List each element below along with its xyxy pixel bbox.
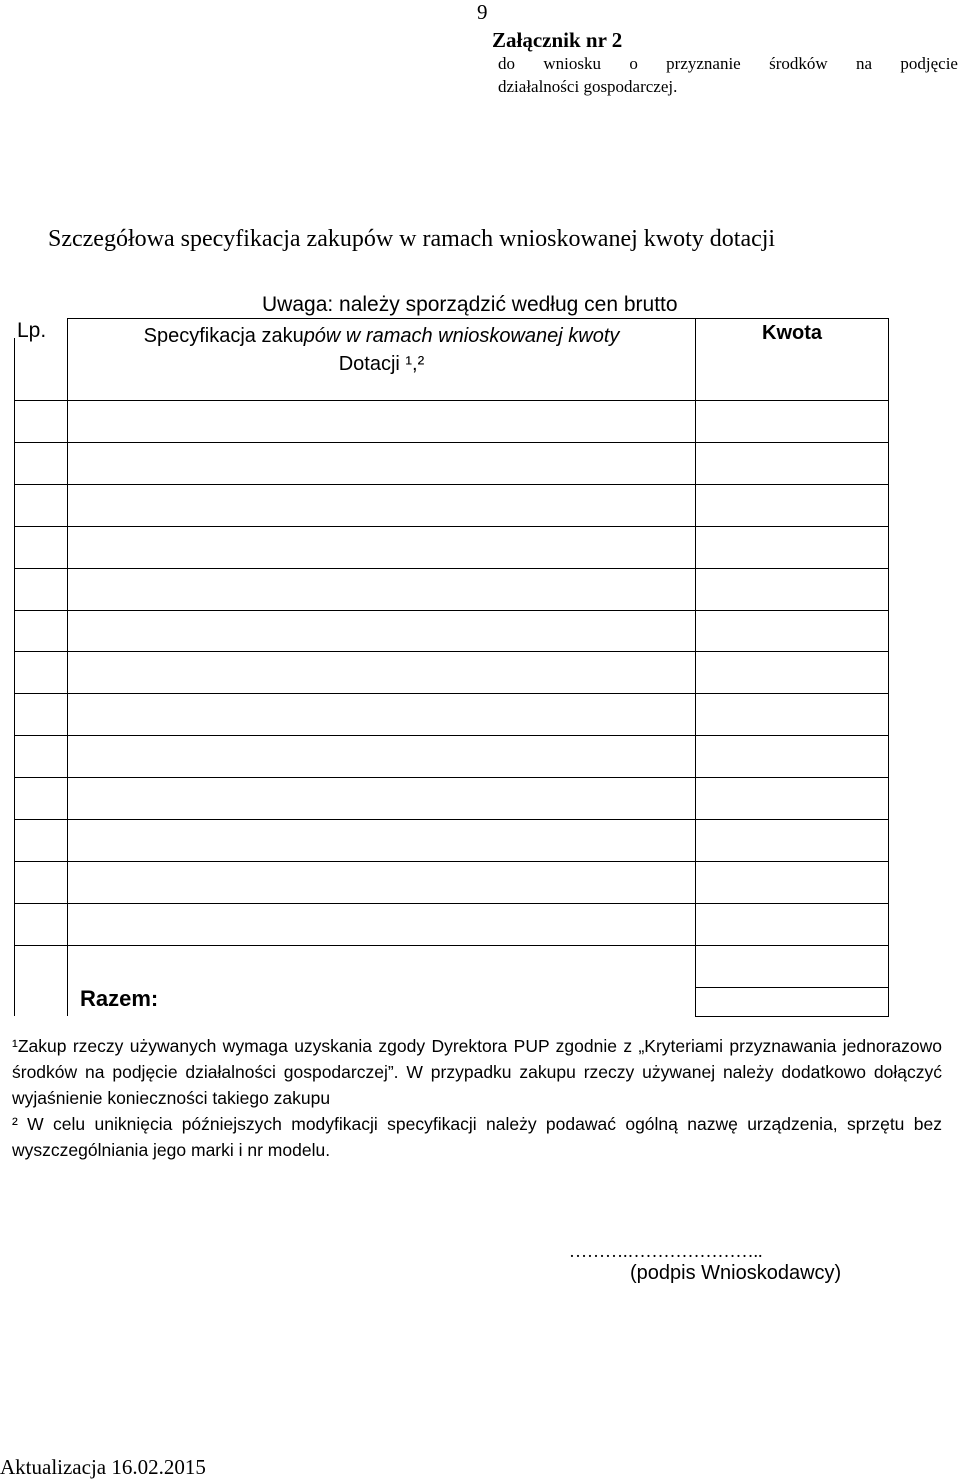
annex-subtitle-word: na <box>855 54 873 73</box>
table-horizontal-rule <box>695 1016 889 1017</box>
table-vertical-rule <box>888 318 889 1016</box>
update-date: Aktualizacja 16.02.2015 <box>0 1455 206 1479</box>
table-horizontal-rule <box>14 735 889 736</box>
annex-title: Załącznik nr 2 <box>492 28 623 52</box>
table-horizontal-rule <box>14 651 889 652</box>
spec-header-part2: pów w ramach wnioskowanej kwoty <box>303 325 620 347</box>
table-horizontal-rule <box>14 526 889 527</box>
table-horizontal-rule <box>14 484 889 485</box>
annex-subtitle-word: środków <box>769 54 828 73</box>
footnotes <box>12 1033 942 1163</box>
table-vertical-rule <box>695 318 696 1016</box>
annex-subtitle-word: wniosku <box>543 54 601 73</box>
spec-header-part1: Specyfikacja zaku <box>143 325 304 347</box>
annex-subtitle-word: podjęcie <box>900 54 958 73</box>
column-header-amount: Kwota <box>762 322 822 344</box>
annex-subtitle-word: przyznanie <box>666 54 741 73</box>
table-horizontal-rule <box>14 777 889 778</box>
table-horizontal-rule <box>14 442 889 443</box>
annex-subtitle-line1 <box>498 52 958 75</box>
table-horizontal-rule <box>14 945 889 946</box>
column-header-specification <box>68 322 695 378</box>
footnote-2: ² W celu uniknięcia późniejszych modyfikacji specyfikacji należy podawać ogólną nazwę urządzenia, sprzętu bez wyszczególniania jego marki i nr modelu. <box>12 1114 942 1160</box>
table-horizontal-rule <box>14 819 889 820</box>
annex-subtitle <box>498 52 958 98</box>
document-title: Szczegółowa specyfikacja zakupów w ramach wnioskowanej kwoty dotacji <box>48 226 776 252</box>
table-vertical-rule <box>14 338 15 1016</box>
table-horizontal-rule <box>14 903 889 904</box>
footnote-1: ¹Zakup rzeczy używanych wymaga uzyskania zgody Dyrektora PUP zgodnie z „Kryteriami przyznawania jednorazowo środków na podjęcie działalności gospodarczej”. W przypadku zakupu rzeczy używanej należy dodatkowo dołączyć wyjaśnienie konieczności takiego zakupu <box>12 1036 942 1108</box>
price-note: Uwaga: należy sporządzić według cen brutto <box>262 293 678 316</box>
annex-subtitle-word: o <box>629 54 638 73</box>
table-horizontal-rule <box>14 693 889 694</box>
signature-line: ……….………………….. <box>569 1241 763 1261</box>
table-horizontal-rule <box>67 318 889 319</box>
table-vertical-rule <box>67 318 68 1016</box>
table-horizontal-rule <box>695 987 889 988</box>
column-header-lp: Lp. <box>17 319 47 342</box>
annex-subtitle-word: do <box>498 54 515 73</box>
annex-subtitle-line2: działalności gospodarczej. <box>498 77 678 96</box>
table-horizontal-rule <box>14 568 889 569</box>
table-horizontal-rule <box>14 610 889 611</box>
table-horizontal-rule <box>14 861 889 862</box>
total-label: Razem: <box>80 986 159 1011</box>
signature-label: (podpis Wnioskodawcy) <box>630 1262 842 1284</box>
page-number: 9 <box>477 0 488 24</box>
table-horizontal-rule <box>14 400 889 401</box>
spec-header-part3: Dotacji ¹,² <box>338 353 425 375</box>
